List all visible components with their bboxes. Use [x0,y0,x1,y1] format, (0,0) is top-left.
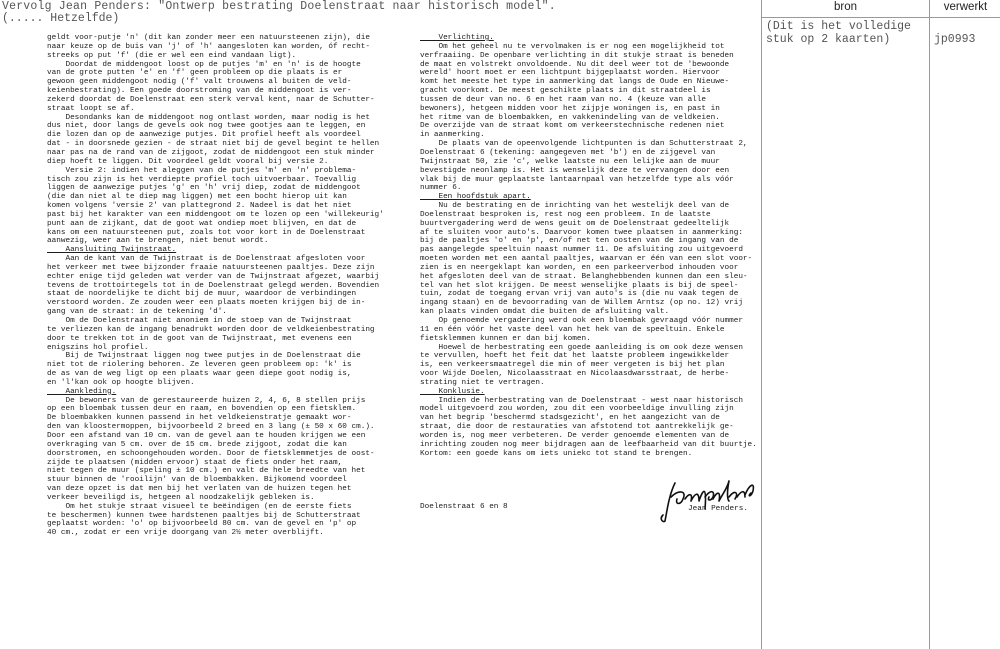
text-line: die lozen dan op de aanwezige putjes. Dit profiel heeft als voordeel [47,131,361,140]
right-text-column [420,34,755,459]
text-line: staat de noordelijke te dicht bij de muur, waardoor de verbindingen [47,290,357,299]
text-line: echter enige tijd geleden wat verder van de Twijnstraat afgezet, waarbij [47,272,380,281]
text-line: De bewoners van de gerestaureerde huizen 2, 4, 6, 8 stellen prijs [47,396,366,405]
handwritten-signature [655,475,765,525]
text-line: Aan de kant van de Twijnstraat is de Doelenstraat afgesloten voor [47,255,366,264]
section-heading: Verlichting. [420,34,494,42]
text-line: tevens de trottoirtegels tot in de Doelenstraat gelegd werden. Bovendien [47,281,380,290]
text-line: het ritme van de bloembakken, en vakkenindeling van de veldkeien. [420,113,720,122]
text-line: op een bloembak tussen deur en raam, en bovendien op een fietsklem. [47,405,357,414]
signature-name: Jean Penders. [688,505,748,513]
bron-header: bron [833,1,858,13]
text-line: doorstromen, en schoongehouden worden. Door de fietsklemmetjes de oost- [47,449,375,458]
text-line: te verliezen kan de ingang benadrukt worden door de veldkeienbestrating [47,325,375,334]
text-line: pas aangelegde speeltuin naast nummer 11. De afsluiting zou uitgevoerd [420,246,743,255]
text-line: diep hoeft te liggen. Dit voordeel geldt vooral bij versie 2. [47,157,329,166]
text-line: past bij het karakter van een middengoot om te lozen op een 'willekeurig' [47,210,384,219]
text-line: Om de Doelenstraat niet anoniem in de stoep van de Twijnstraat [47,317,352,325]
metadata-panel [761,0,1000,649]
text-line: te beschermen) kunnen twee hardstenen paaltjes bij de Schutterstraat [47,511,361,520]
text-line: den van kloostermoppen, bijvoorbeeld 2 breed en 3 lang (± 50 x 60 cm.). [47,423,375,432]
text-line: Twijnstraat 50, zie 'c', welke laatste nu een lelijke aan de muur [420,157,720,166]
text-line: straat loopt se af. [47,104,135,113]
section-heading: Aankleding. [47,387,117,396]
text-line: tussen de deur van no. 6 en het raam van no. 4 (keuze van alle [420,95,707,104]
text-line: Indien de herbestrating van de Doelenstraat - west naar historisch [420,396,743,405]
text-line: bij de paaltjes 'o' en 'p', en/of net ten oosten van de ingang van de [420,237,739,246]
document-subtitle: (..... Hetzelfde) [2,12,120,25]
text-line: van het begrip 'beschermd stadsgezicht', en het aangezicht van de [420,414,720,423]
text-line: wereld' hoort moet er een lichtpunt bijgeplaatst worden. Hiervoor [420,69,720,78]
text-line: model uitgevoerd zou worden, zou dit een voorbeeldige invulling zijn [420,405,734,414]
text-line: bewoners), hetgeen midden voor het zijpje woningen is, en past in [420,104,720,113]
text-line: kan plaats vinden omdat die buiten de afsluiting valt. [420,308,670,317]
bron-note: (Dit is het volledige stuk op 2 kaarten) [766,20,911,46]
text-line: te vervullen, hoeft het feit dat het laatste probleem ingewikkelder [420,352,730,361]
text-line: tuin, zodat de toegang ervan vrij van auto's is (die nu vaak tegen de [420,290,739,299]
text-line: Bij de Twijnstraat liggen nog twee putjes in de Doelenstraat die [47,352,361,361]
text-line: zien is en neergeklapt kan worden, en een parkeerverbod inhouden voor [420,263,739,272]
text-line: Kortom: een goede kans om iets uniekс tot stand te brengen. [420,449,693,458]
text-line: (die dan niet al te diep mag liggen) met een bocht hierop uit kan [47,193,347,202]
text-line: naar keuze op de buis van 'j' of 'h' aangesloten kan worden, óf recht- [47,42,370,51]
verwerkt-code: jp0993 [934,33,976,46]
text-line: door te trekken tot in de goot van de Twijnstraat, met evenens een [47,334,352,343]
text-line: Hoewel de herbestrating een goede aanleiding is om ook deze wensen [420,343,743,352]
verwerkt-header: verwerkt [943,1,988,13]
text-line: bevestigde neonlamp is. Het is wenselijk deze te vervangen door een [420,166,730,175]
text-line: straat, die door de restauraties van afstotend tot aantrekkelijk ge- [420,423,734,432]
text-line: nummer 6. [420,184,462,193]
text-line: de as van de weg ligt op een plaats waar geen diepe goot nodig is, [47,370,352,379]
text-line: naar pas na de rand van de zijgoot, zodat de middengoot een stuk minder [47,148,375,157]
text-line: aanwezig, weer aan te brengen, niet benut wordt. [47,237,269,246]
text-line: verstoord worden. Ze zouden weer een plaats moeten krijgen bij de in- [47,299,366,308]
text-line: de maat en volstrekt onvoldoende. Nu dit deel weer tot de 'bewoonde [420,60,730,69]
text-line: geplaatst worden: 'o' op bijvoorbeeld 80 cm. van de gevel en 'p' op [47,520,357,529]
text-line: het verkeer met twee bijzonder fraaie natuursteenen paaltjes. Deze zijn [47,263,375,272]
text-line: tel van het slot krijgen. De meest wenselijke plaats is bij de speel- [420,281,739,290]
text-line: inrichting zouden nog meer bijdragen aan de leefbaarheid van dit buurtje. [420,440,757,449]
text-line: worden is, nog meer verbeteren. De verder genoemde elementen van de [420,431,730,440]
text-line: Om het geheel nu te vervolmaken is er nog een mogelijkheid tot [420,42,725,51]
text-line: dat - in doorsnede gezien - de straat niet bij de gevel begint te hellen [47,140,380,149]
text-line: 40 cm., zodat er een vrije doorgang van 2½ meter overblijft. [47,529,324,538]
text-line: buurtvergadering werd de wens geuit om de Doelenstraat gedeeltelijk [420,219,730,228]
text-line: niet tot de riolering behoren. Ze leveren geen probleem op: 'k' is [47,361,352,370]
text-line: van deze opzet is dat men bij het verlaten van de huizen tegen het [47,485,352,494]
text-line: Nu de bestrating en de inrichting van het westelijk deel van de [420,202,730,211]
text-line: moeten worden met een aantal paaltjes, waarvan er één van een slot voor- [420,255,753,264]
text-line: stuur binnen de 'rooilijn' van de bloembakken. Bijkomend voordeel [47,476,347,485]
text-line: komt het meeste het type in aanmerking dat langs de Oude en Nieuwe- [420,78,730,87]
text-line: zijde te plaatsen (midden ervoor) staat de fiets onder het raam, [47,458,343,467]
text-line: van de grote putten 'e' en 'f' geen probleem op die plaats is er [47,69,343,78]
text-line: Op genoemde vergadering werd ook een bloembak gevraagd vóór nummer [420,317,743,325]
text-line: keienbestrating). Een goede doorstroming van de middengoot is ver- [47,87,352,96]
text-line: niet tegen de muur (speling ± 10 cm.) en valt de hele breedte van het [47,467,366,476]
text-line: punt aan de zijkant, dat de goot wat ondiep moet blijven, en dat de [47,219,357,228]
bron-column [762,0,930,649]
text-line: De plaats van de opeenvolgende lichtpunten is dan Schutterstraat 2, [420,140,748,149]
section-heading: Konklusie. [420,387,485,396]
left-text-column [47,34,402,538]
section-heading: Aansluiting Twijnstraat. [47,246,177,255]
text-line: kans om een natuursteenen put, zoals tot voor kort in de Doelenstraat [47,228,366,237]
text-line: af te sluiten voor auto's. Daarvoor komen twee plaatsen in aanmerking: [420,228,743,237]
document-title: Vervolg Jean Penders: "Ontwerp bestrating Doelenstraat naar historisch model". [2,0,556,13]
text-line: streeks op put 'f' (die er wel een eind vandaan ligt). [47,51,297,60]
text-line: Versie 2: indien het aleggen van de putjes 'm' en 'n' problema- [47,166,357,175]
text-line: vlak bij de muur geplaatste lantaarnpaal van hetzelfde type als vóór [420,175,734,184]
text-line: fietsklemmen kunnen er dan bij komen. [420,334,591,343]
text-line: komen volgens 'versie 2' van plattegrond 2. Nadeel is dat het niet [47,202,352,211]
section-heading: Een hoofdstuk apart. [420,193,531,202]
text-line: ingang staan) en de bevoorrading van de Willem Arntsz (op no. 12) vrij [420,299,743,308]
text-line: Doordat de middengoot loost op de putjes 'm' en 'n' is de hoogte [47,60,361,69]
text-line: Doelenstraat 6 (tekening: aangegeven met 'b') en de zijgevel van [420,148,716,157]
text-line: 11 en één vóór het vaste deel van het hek van de speeltuin. Enkele [420,325,725,334]
text-line: gracht voorkomt. De meest geschikte plaats in dit straatdeel is [420,87,711,96]
text-line: gang van de straat: in de tekening 'd'. [47,308,227,317]
text-line: tisch zou zijn is het verdiepte profiel toch uitvoerbaar. Toevallig [47,175,357,184]
text-line: dus niet, door langs de gevels ook nog twee gootjes aan te leggen, en [47,122,366,131]
text-line: De overzijde van de straat komt om verkeerstechnische redenen niet [420,122,725,131]
text-line: zekerd doordat de Doelenstraat een sterk verval kent, naar de Schutter- [47,95,375,104]
text-line: liggen de aanwezige putjes 'g' en 'h' vrij diep, zodat de middengoot [47,184,361,193]
address-line: Doelenstraat 6 en 8 [420,503,508,511]
text-line: Desondanks kan de middengoot nog ontlast worden, maar nodig is het [47,113,370,122]
text-line: en 'l'kan ook op hoogte blijven. [47,378,195,387]
text-line: het afgesloten deel van de straat. Belanghebbenden kunnen dan een sleu- [420,272,748,281]
text-line: overkraging van 5 cm. over de 15 cm. brede zijgoot, zodat die kan [47,440,347,449]
text-line: verfraaiing. De openbare verlichting in dit stukje straat is beneden [420,51,734,60]
text-line: Om het stukje straat visueel te beëindigen (en de eerste fiets [47,502,352,511]
text-line: De bloembakken kunnen passend in het veldkeienstratje gemaakt wor- [47,414,352,423]
text-line: gewoon geen middengoot nodig ('f' valt trouwens al buiten de veld- [47,78,352,87]
text-line: strating niet te vertragen. [420,378,545,387]
text-line: in aanmerking. [420,131,485,140]
text-line: voor Wijde Doelen, Nicolaasstraat en Nicolaasdwarsstraat, de herbe- [420,370,730,379]
text-line: Doelenstraat besproken is, rest nog een probleem. In de laatste [420,210,711,219]
text-line: enigszins hol profiel. [47,343,149,352]
text-line: geldt voor-putje 'n' (dit kan zonder meer een natuursteenen zijn), die [47,34,370,42]
text-line: Door een afstand van 10 cm. van de gevel aan te houden krijgen we een [47,431,366,440]
text-line: is, een verkeersmaatregel die min of meer vergeten is bij het plan [420,361,725,370]
text-line: verkeer beveiligd is, hetgeen al noodzakelijk gebleken is. [47,493,315,502]
